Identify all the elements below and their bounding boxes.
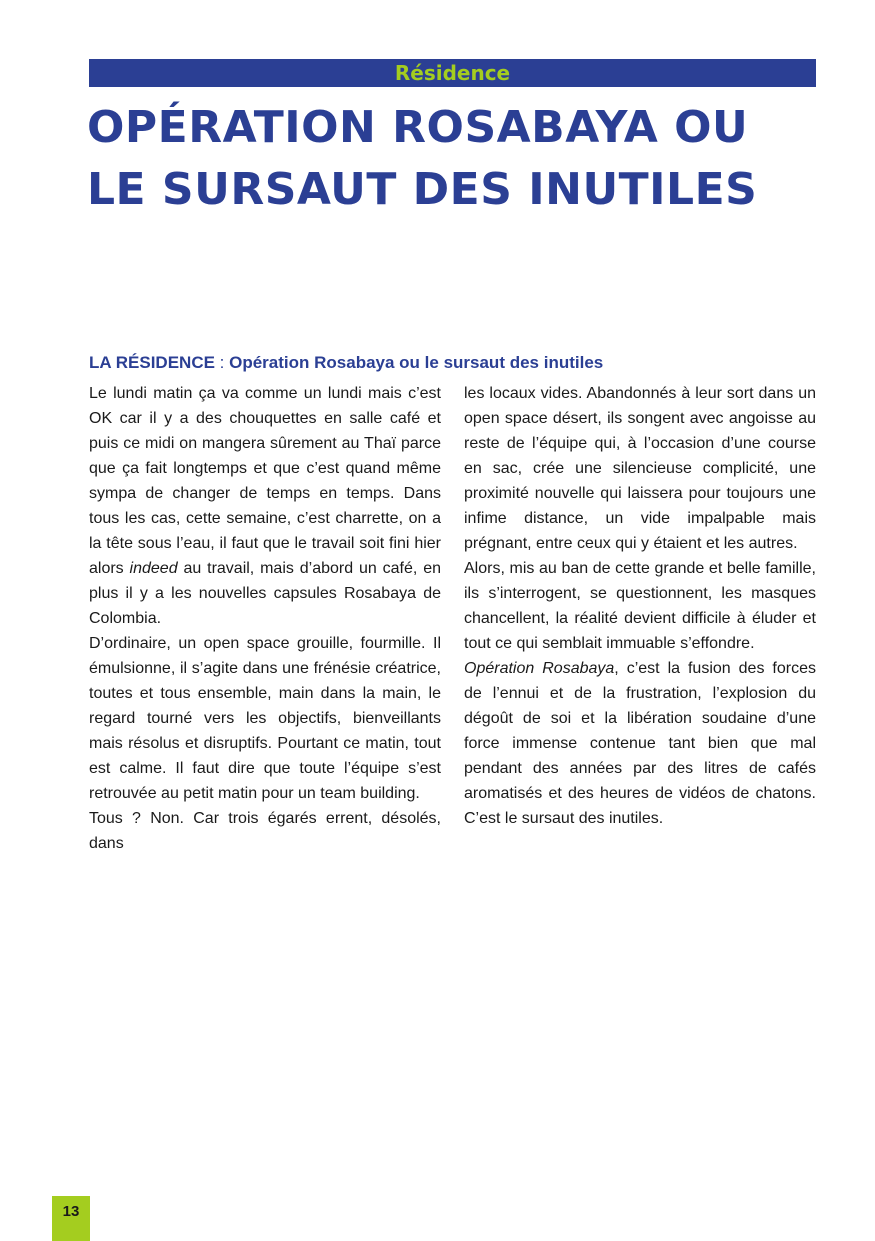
section-banner bbox=[89, 59, 816, 87]
title-line-2: LE SURSAUT DES INUTILES bbox=[87, 164, 758, 215]
section-label: Résidence bbox=[394, 61, 511, 85]
paragraph: Tous ? Non. Car trois égarés errent, désolés, dans bbox=[89, 810, 441, 852]
emphasis-text: Opération Rosabaya bbox=[464, 660, 615, 677]
title-line-1: OPÉRATION ROSABAYA OU bbox=[87, 102, 749, 153]
article-subheading bbox=[89, 352, 816, 374]
paragraph-text: Le lundi matin ça va comme un lundi mais c’est OK car il y a des chouquettes en salle café et puis ce midi on mangera sûrement au Thaï parce que ça fait longtemps et que c’est quand même sympa de changer de temps en temps. Dans tous les cas, cette semaine, c’est charrette, on a la tête sous l’eau, il faut que le travail soit fini hier alors bbox=[89, 385, 441, 577]
left-column bbox=[89, 381, 441, 856]
emphasis-text: indeed bbox=[129, 560, 178, 577]
page-number: 13 bbox=[52, 1196, 90, 1241]
paragraph-text: au travail, mais d’abord un café, en plus il y a les nouvelles capsules Rosabaya de Colombia. bbox=[89, 560, 441, 627]
paragraph bbox=[89, 381, 441, 631]
paragraph: Alors, mis au ban de cette grande et belle famille, ils s’interrogent, se questionnent, les masques chancellent, la réalité devient difficile à éluder et tout ce qui semblait immuable s’effondre. bbox=[464, 560, 816, 652]
right-column bbox=[464, 381, 816, 831]
subhead-separator: : bbox=[214, 353, 230, 372]
paragraph bbox=[464, 656, 816, 831]
subhead-lead: LA RÉSIDENCE bbox=[89, 353, 215, 372]
paragraph: les locaux vides. Abandonnés à leur sort dans un open space désert, ils songent avec angoisse au reste de l’équipe qui, à l’occasion d’une course en sac, crée une silencieuse complicité, une proximité nouvelle qui laissera pour toujours une infime distance, un vide impalpable mais prégnant, entre ceux qui y étaient et les autres. bbox=[464, 385, 816, 552]
subhead-rest: Opération Rosabaya ou le sursaut des inutiles bbox=[229, 353, 604, 372]
article-title bbox=[87, 97, 827, 221]
paragraph: D’ordinaire, un open space grouille, fourmille. Il émulsionne, il s’agite dans une frénésie créatrice, toutes et tous ensemble, main dans la main, le regard tourné vers les objectifs, bienveillants mais résolus et disruptifs. Pourtant ce matin, tout est calme. Il faut dire que toute l’équipe s’est retrouvée au petit matin pour un team building. bbox=[89, 635, 441, 802]
paragraph-text: , c’est la fusion des forces de l’ennui et de la frustration, l’explosion du dégoût de soi et la libération soudaine d’une force immense contenue tant bien que mal pendant des années par des litres de cafés aromatisés et des heures de vidéos de chatons. C’est le sursaut des inutiles. bbox=[464, 660, 816, 827]
